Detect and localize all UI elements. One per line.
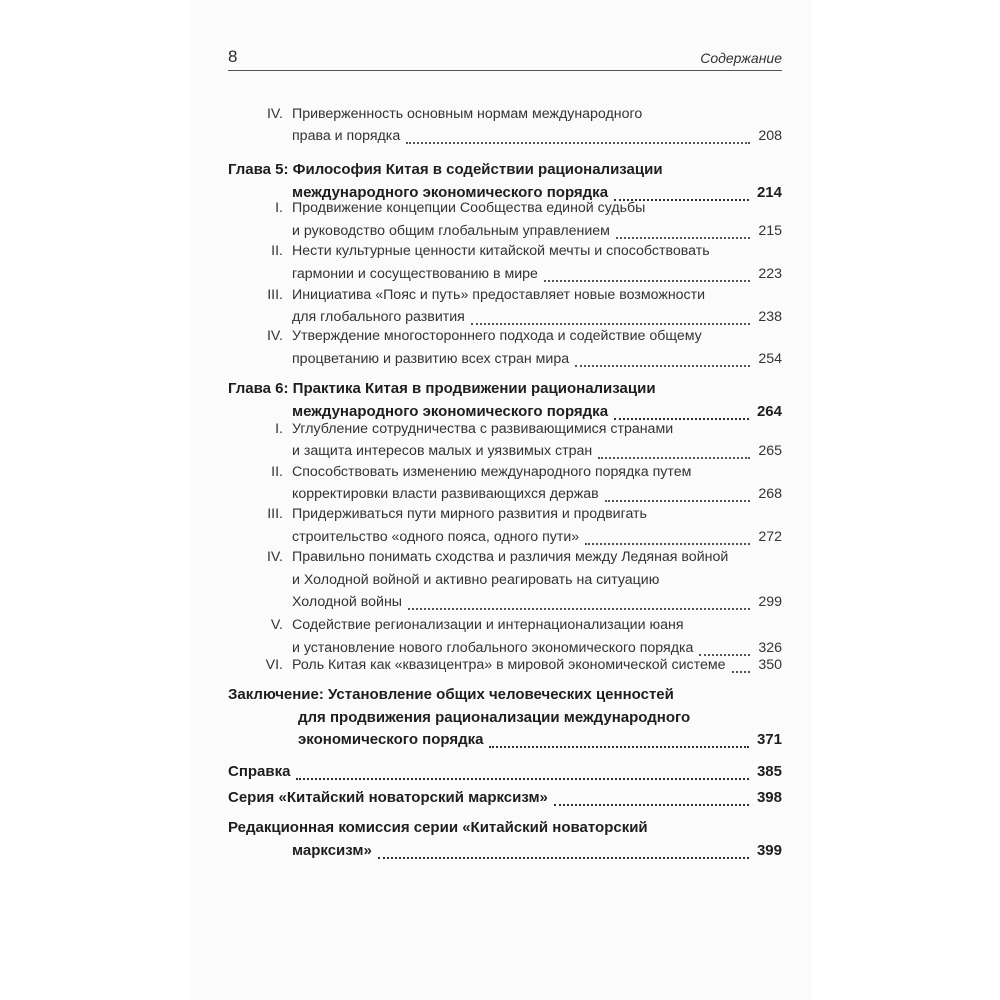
toc-section-line <box>0 347 1000 371</box>
section-title-text: Роль Китая как «квазицентра» в мировой экономической системе <box>292 657 726 673</box>
section-title-text: Правильно понимать сходства и различия между Ледяная войной <box>292 549 729 565</box>
leader-dots <box>554 788 749 806</box>
toc-section-line <box>0 502 1000 526</box>
chapter-title-text: Справка <box>228 763 291 780</box>
toc-chapter-line <box>0 728 1000 752</box>
toc-page-number: 208 <box>758 128 782 144</box>
leader-dots <box>605 484 751 502</box>
toc-section-line <box>0 324 1000 348</box>
leader-dots <box>489 730 749 748</box>
toc-page-number: 264 <box>756 403 782 420</box>
section-title-text: и руководство общим глобальным управлением <box>292 223 610 239</box>
section-number: I. <box>275 200 283 216</box>
toc-chapter-line <box>0 377 1000 401</box>
toc-page-number: 326 <box>758 640 782 656</box>
toc-page-number: 223 <box>758 266 782 282</box>
section-title-text: и защита интересов малых и уязвимых стран <box>292 443 593 459</box>
toc-chapter-line <box>0 158 1000 182</box>
chapter-title-text: для продвижения рационализации международного <box>298 709 691 726</box>
section-title-text: Углубление сотрудничества с развивающимися странами <box>292 421 674 437</box>
section-title-text: Способствовать изменению международного порядка путем <box>292 464 692 480</box>
section-number: II. <box>271 464 283 480</box>
toc-section-line <box>0 239 1000 263</box>
section-title-text: Продвижение концепции Сообщества единой судьбы <box>292 200 646 216</box>
toc-section-line <box>0 196 1000 220</box>
section-title-text: Утверждение многостороннего подхода и содействие общему <box>292 328 702 344</box>
toc-section-line <box>0 124 1000 148</box>
section-title-text: Холодной войны <box>292 594 402 610</box>
section-title-text: Приверженность основным нормам международного <box>292 106 643 122</box>
toc-chapter-line <box>0 786 1000 810</box>
toc-page-number: 299 <box>758 594 782 610</box>
section-number: II. <box>271 243 283 259</box>
section-number: III. <box>267 287 283 303</box>
chapter-title-text: Серия «Китайский новаторский марксизм» <box>228 789 548 806</box>
toc-chapter-line <box>0 839 1000 863</box>
toc-chapter-line <box>0 760 1000 784</box>
toc-page-number: 254 <box>758 351 782 367</box>
chapter-title-text: Заключение: Установление общих человеческих ценностей <box>228 686 674 703</box>
toc-chapter-line <box>0 683 1000 707</box>
page-number: 8 <box>228 47 238 66</box>
toc-section-line <box>0 590 1000 614</box>
section-title-text: процветанию и развитию всех стран мира <box>292 351 570 367</box>
leader-dots <box>544 264 750 282</box>
section-title-text: корректировки власти развивающихся держав <box>292 486 599 502</box>
chapter-title-text: экономического порядка <box>298 731 484 748</box>
section-title-text: Придерживаться пути мирного развития и продвигать <box>292 506 647 522</box>
section-number: IV. <box>266 328 283 344</box>
section-title-text: Инициатива «Пояс и путь» предоставляет новые возможности <box>292 287 706 303</box>
toc-page-number: 265 <box>758 443 782 459</box>
toc-section-line <box>0 460 1000 484</box>
toc-section-line <box>0 417 1000 441</box>
section-number: IV. <box>266 106 283 122</box>
toc-page-number: 398 <box>756 789 782 806</box>
section-number: VI. <box>265 657 283 673</box>
section-title-text: Нести культурные ценности китайской мечты и способствовать <box>292 243 710 259</box>
section-title-text: и Холодной войной и активно реагировать на ситуацию <box>292 572 660 588</box>
leader-dots <box>378 841 749 859</box>
toc-section-line <box>0 568 1000 592</box>
leader-dots <box>616 221 750 239</box>
toc-page-number: 371 <box>756 731 782 748</box>
toc-section-line <box>0 545 1000 569</box>
toc-page-number: 350 <box>758 657 782 673</box>
leader-dots <box>471 307 750 325</box>
chapter-title-text: марксизм» <box>292 842 372 859</box>
toc-page-number: 215 <box>758 223 782 239</box>
leader-dots <box>296 762 749 780</box>
leader-dots <box>585 527 750 545</box>
running-title: Содержание <box>700 50 782 66</box>
toc-section-line <box>0 653 1000 677</box>
leader-dots <box>408 592 750 610</box>
section-number: I. <box>275 421 283 437</box>
toc-page-number: 268 <box>758 486 782 502</box>
chapter-title-text: Редакционная комиссия серии «Китайский новаторский <box>228 819 648 836</box>
section-title-text: строительство «одного пояса, одного пути» <box>292 529 580 545</box>
chapter-title-text: международного экономического порядка <box>292 184 609 201</box>
toc-section-line <box>0 102 1000 126</box>
leader-dots <box>732 655 751 673</box>
toc-chapter-line <box>0 816 1000 840</box>
section-number: IV. <box>266 549 283 565</box>
section-title-text: для глобального развития <box>292 309 465 325</box>
section-title-text: гармонии и сосуществованию в мире <box>292 266 538 282</box>
section-title-text: права и порядка <box>292 128 401 144</box>
leader-dots <box>406 126 750 144</box>
leader-dots <box>575 349 750 367</box>
toc-page-number: 238 <box>758 309 782 325</box>
page-header <box>228 46 782 71</box>
toc-section-line <box>0 613 1000 637</box>
section-title-text: и установление нового глобального экономического порядка <box>292 640 694 656</box>
toc-page-number: 272 <box>758 529 782 545</box>
toc-page-number: 214 <box>756 184 782 201</box>
section-number: V. <box>270 617 283 633</box>
chapter-title-text: Глава 6: Практика Китая в продвижении рационализации <box>228 380 656 397</box>
toc-page-number: 399 <box>756 842 782 859</box>
toc-chapter-line <box>0 706 1000 730</box>
chapter-title-text: Глава 5: Философия Китая в содействии рационализации <box>228 161 663 178</box>
section-title-text: Содействие регионализации и интернационализации юаня <box>292 617 684 633</box>
toc-page-number: 385 <box>756 763 782 780</box>
leader-dots <box>598 441 750 459</box>
chapter-title-text: международного экономического порядка <box>292 403 609 420</box>
toc-section-line <box>0 283 1000 307</box>
section-number: III. <box>267 506 283 522</box>
